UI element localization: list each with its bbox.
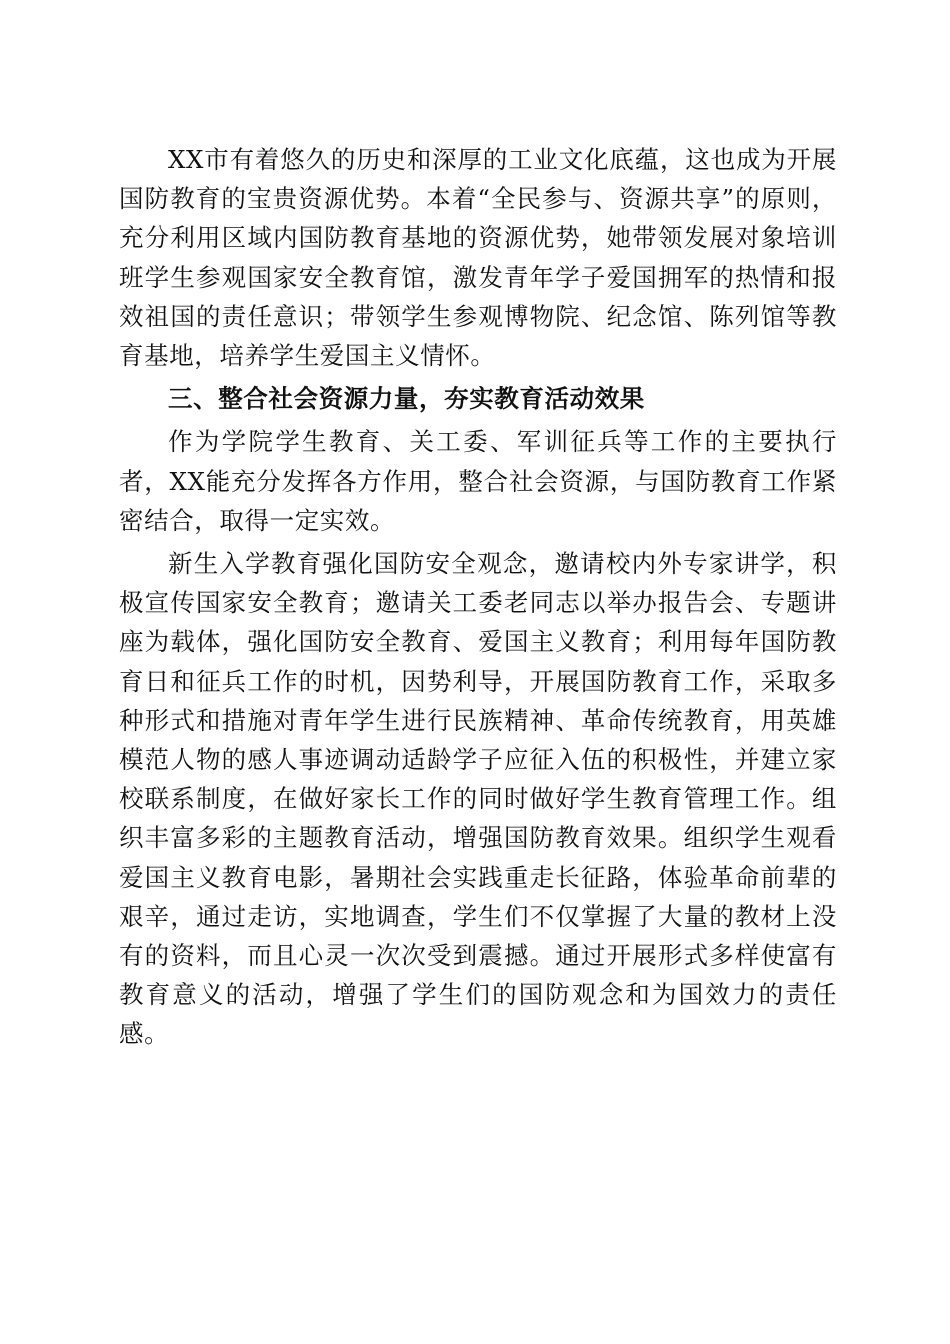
document-body bbox=[119, 140, 837, 1058]
body-paragraph-3: 新生入学教育强化国防安全观念，邀请校内外专家讲学，积极宣传国家安全教育；邀请关工委老同志以举办报告会、专题讲座为载体，强化国防安全教育、爱国主义教育；利用每年国防教育日和征兵工作的时机，因势利导，开展国防教育工作，采取多种形式和措施对青年学生进行民族精神、革命传统教育，用英雄模范人物的感人事迹调动适龄学子应征入伍的积极性，并建立家校联系制度，在做好家长工作的同时做好学生教育管理工作。组织丰富多彩的主题教育活动，增强国防教育效果。组织学生观看爱国主义教育电影，暑期社会实践重走长征路，体验革命前辈的艰辛，通过走访，实地调查，学生们不仅掌握了大量的教材上没有的资料，而且心灵一次次受到震撼。通过开展形式多样使富有教育意义的活动，增强了学生们的国防观念和为国效力的责任感。 bbox=[119, 549, 837, 1049]
body-paragraph-1: XX市有着悠久的历史和深厚的工业文化底蕴，这也成为开展国防教育的宝贵资源优势。本着“全民参与、资源共享”的原则，充分利用区域内国防教育基地的资源优势，她带领发展对象培训班学生参观国家安全教育馆，激发青年学子爱国拥军的热情和报效祖国的责任意识；带领学生参观博物院、纪念馆、陈列馆等教育基地，培养学生爱国主义情怀。 bbox=[119, 145, 837, 371]
section-heading: 三、整合社会资源力量，夯实教育活动效果 bbox=[168, 384, 645, 414]
body-paragraph-2: 作为学院学生教育、关工委、军训征兵等工作的主要执行者，XX能充分发挥各方作用，整合社会资源，与国防教育工作紧密结合，取得一定实效。 bbox=[119, 427, 837, 535]
